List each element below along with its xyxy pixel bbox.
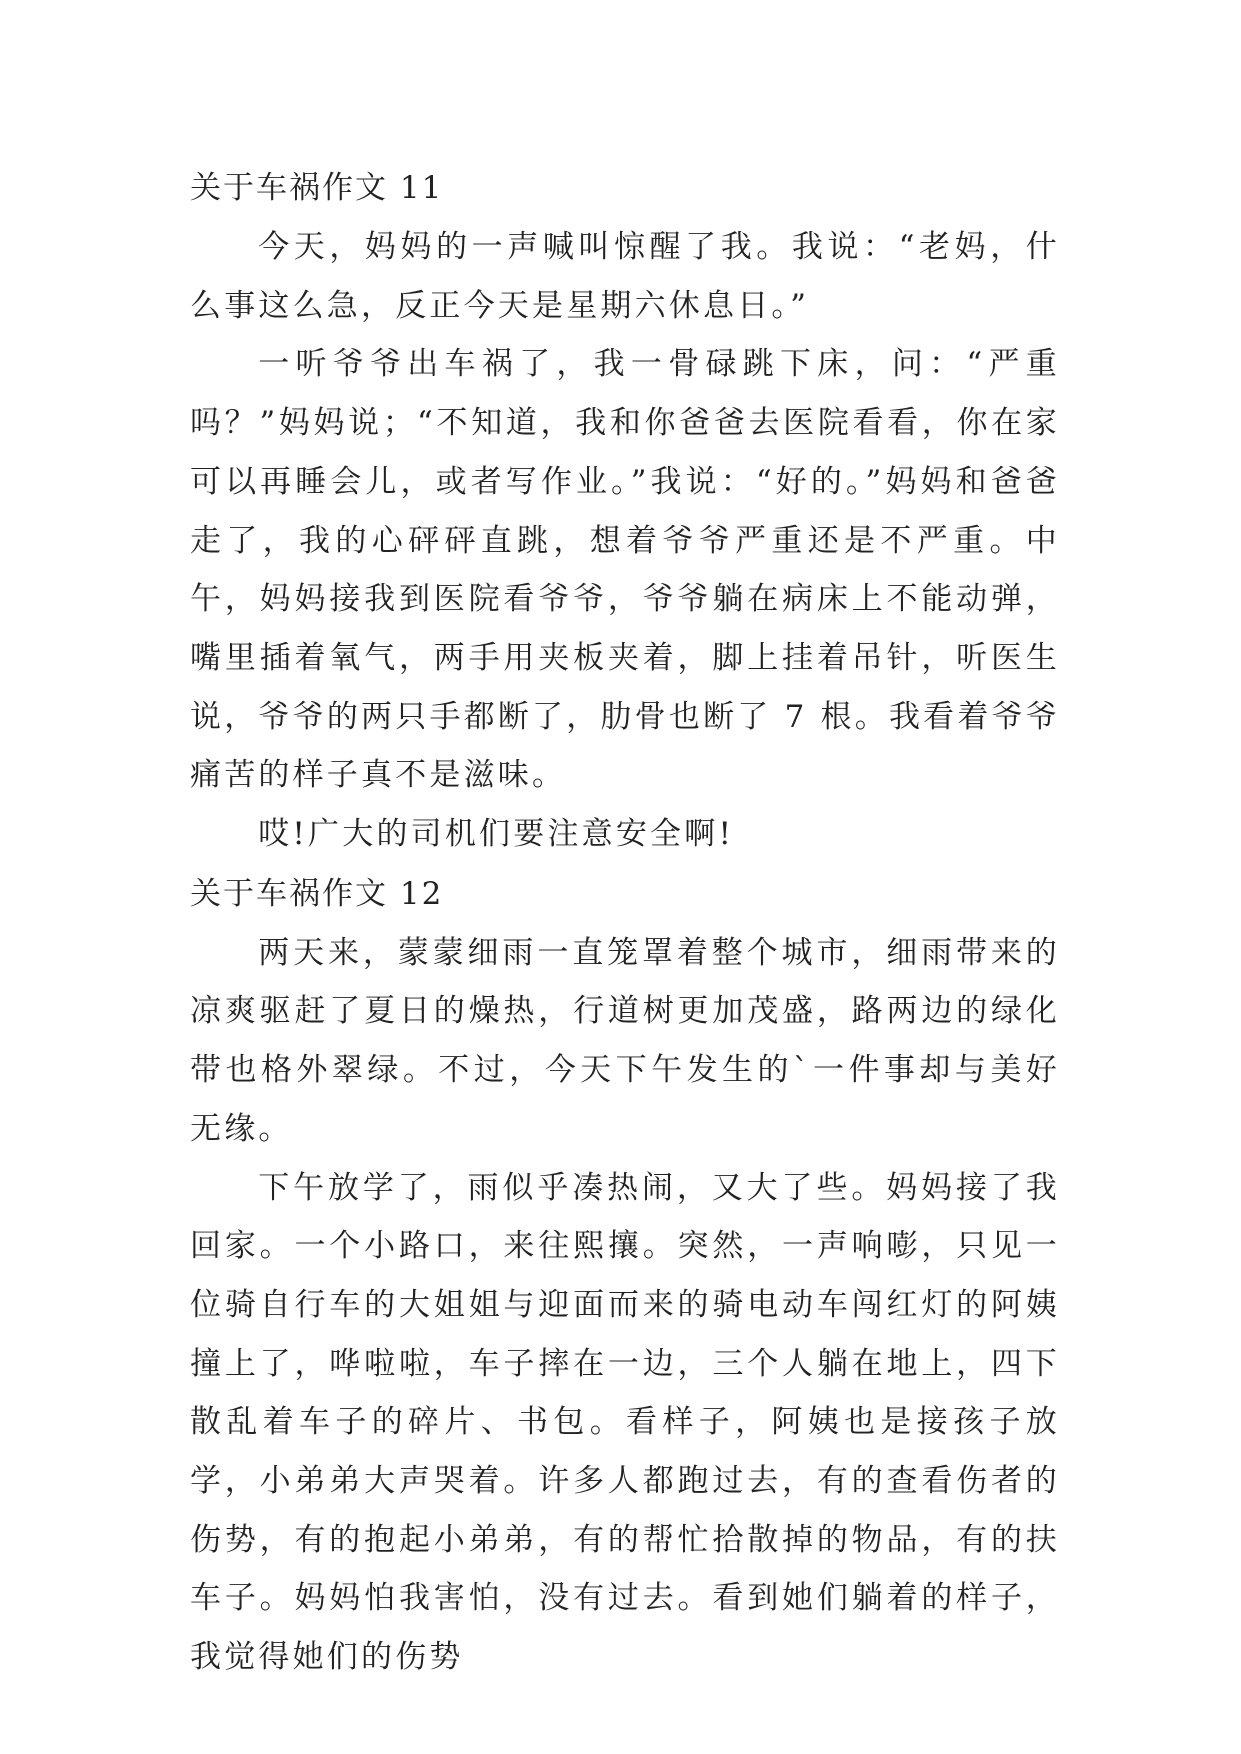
- essay-11-paragraph-1: 今天，妈妈的一声喊叫惊醒了我。我说：“老妈，什么事这么急，反正今天是星期六休息日。”: [190, 229, 1060, 324]
- essay-11-title: 关于车祸作文 11: [190, 170, 444, 206]
- essay-11-paragraph-2: 一听爷爷出车祸了，我一骨碌跳下床，问：“严重吗？”妈妈说；“不知道，我和你爸爸去医院看看，你在家可以再睡会儿，或者写作业。”我说：“好的。”妈妈和爸爸走了，我的心砰砰直跳，想着爷爷严重还是不严重。中午，妈妈接我到医院看爷爷，爷爷躺在病床上不能动弹，嘴里插着氧气，两手用夹板夹着，脚上挂着吊针，听医生说，爷爷的两只手都断了，肋骨也断了 7 根。我看着爷爷痛苦的样子真不是滋味。: [190, 346, 1060, 794]
- document-body: [190, 158, 1060, 1687]
- essay-12-title: 关于车祸作文 12: [190, 875, 444, 912]
- essay-11-paragraph-3: 哎!广大的司机们要注意安全啊!: [258, 816, 735, 853]
- essay-12-paragraph-2: 下午放学了，雨似乎凑热闹，又大了些。妈妈接了我回家。一个小路口，来往熙攘。突然，一声响嘭，只见一位骑自行车的大姐姐与迎面而来的骑电动车闯红灯的阿姨撞上了，哗啦啦，车子摔在一边，三个人躺在地上，四下散乱着车子的碎片、书包。看样子，阿姨也是接孩子放学，小弟弟大声哭着。许多人都跑过去，有的查看伤者的伤势，有的抱起小弟弟，有的帮忙拾散掉的物品，有的扶车子。妈妈怕我害怕，没有过去。看到她们躺着的样子，我觉得她们的伤势: [190, 1169, 1060, 1676]
- essay-12-paragraph-1: 两天来，蒙蒙细雨一直笼罩着整个城市，细雨带来的凉爽驱赶了夏日的燥热，行道树更加茂盛，路两边的绿化带也格外翠绿。不过，今天下午发生的`一件事却与美好无缘。: [190, 934, 1060, 1147]
